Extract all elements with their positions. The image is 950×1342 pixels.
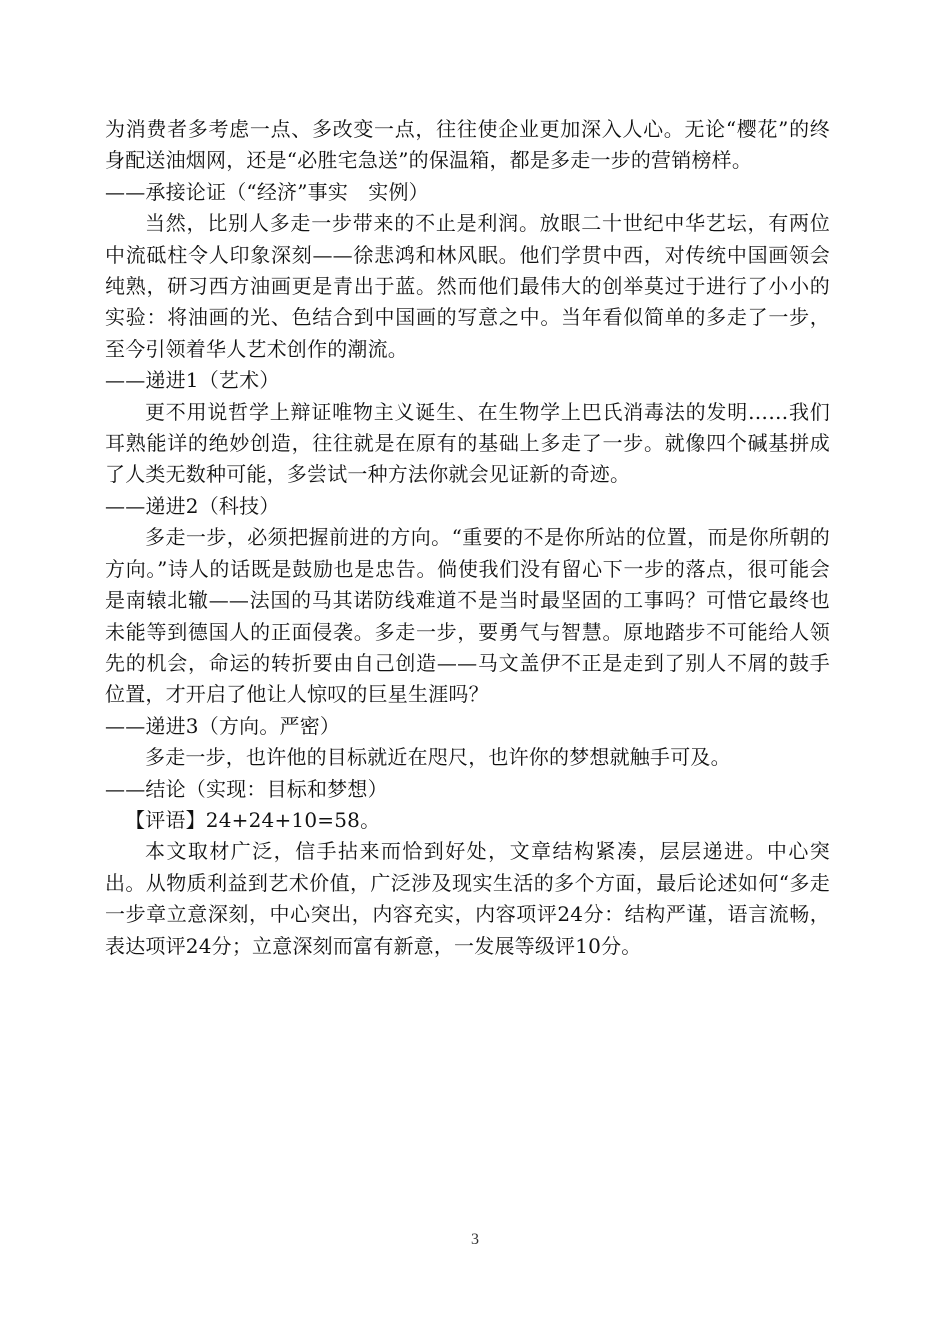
annotation-economy: ——承接论证（“经济”事实 实例） (105, 179, 429, 204)
paragraph-art: 当然，比别人多走一步带来的不止是利润。放眼二十世纪中华艺坛，有两位中流砥柱令人印象深刻——徐悲鸿和林风眠。他们学贯中西，对传统中国画领会纯熟，研习西方油画更是青出于蓝。然而他们最伟大的创举莫过于进行了小小的实验：将油画的光、色结合到中国画的写意之中。当年看似简单的多走了一步，至今引领着华人艺术创作的潮流。 (105, 211, 830, 361)
paragraph-direction: 多走一步，必须把握前进的方向。“重要的不是你所站的位置，而是你所朝的方向。”诗人的话既是鼓励也是忠告。倘使我们没有留心下一步的落点，很可能会是南辕北辙——法国的马其诺防线难道不是当时最坚固的工事吗？可惜它最终也未能等到德国人的正面侵袭。多走一步，要勇气与智慧。原地踏步不可能给人领先的机会，命运的转折要由自己创造——马文盖伊不正是走到了别人不屑的鼓手位置，才开启了他让人惊叹的巨星生涯吗？ (105, 525, 830, 707)
review-score: 【评语】24+24+10=58。 (125, 807, 381, 832)
paragraph-science: 更不用说哲学上辩证唯物主义诞生、在生物学上巴氏消毒法的发明……我们耳熟能详的绝妙创造，往往就是在原有的基础上多走了一步。就像四个碱基拼成了人类无数种可能，多尝试一种方法你就会见证新的奇迹。 (105, 399, 830, 487)
annotation-science: ——递进2（科技） (105, 493, 280, 518)
annotation-art: ——递进1（艺术） (105, 368, 280, 393)
essay-content (105, 114, 830, 962)
annotation-conclusion: ——结论（实现：目标和梦想） (105, 776, 388, 801)
paragraph-conclusion: 多走一步，也许他的目标就近在咫尺，也许你的梦想就触手可及。 (145, 745, 731, 770)
annotation-direction: ——递进3（方向。严密） (105, 713, 341, 738)
page-number: 3 (471, 1231, 479, 1248)
paragraph-marketing: 为消费者多考虑一点、多改变一点，往往使企业更加深入人心。无论“樱花”的终身配送油烟网，还是“必胜宅急送”的保温箱，都是多走一步的营销榜样。 (105, 117, 830, 173)
review-comment: 本文取材广泛，信手拈来而恰到好处，文章结构紧凑，层层递进。中心突出。从物质利益到艺术价值，广泛涉及现实生活的多个方面，最后论述如何“多走一步章立意深刻，中心突出，内容充实，内容项评24分：结构严谨，语言流畅，表达项评24分；立意深刻而富有新意，一发展等级评10分。 (105, 839, 830, 958)
